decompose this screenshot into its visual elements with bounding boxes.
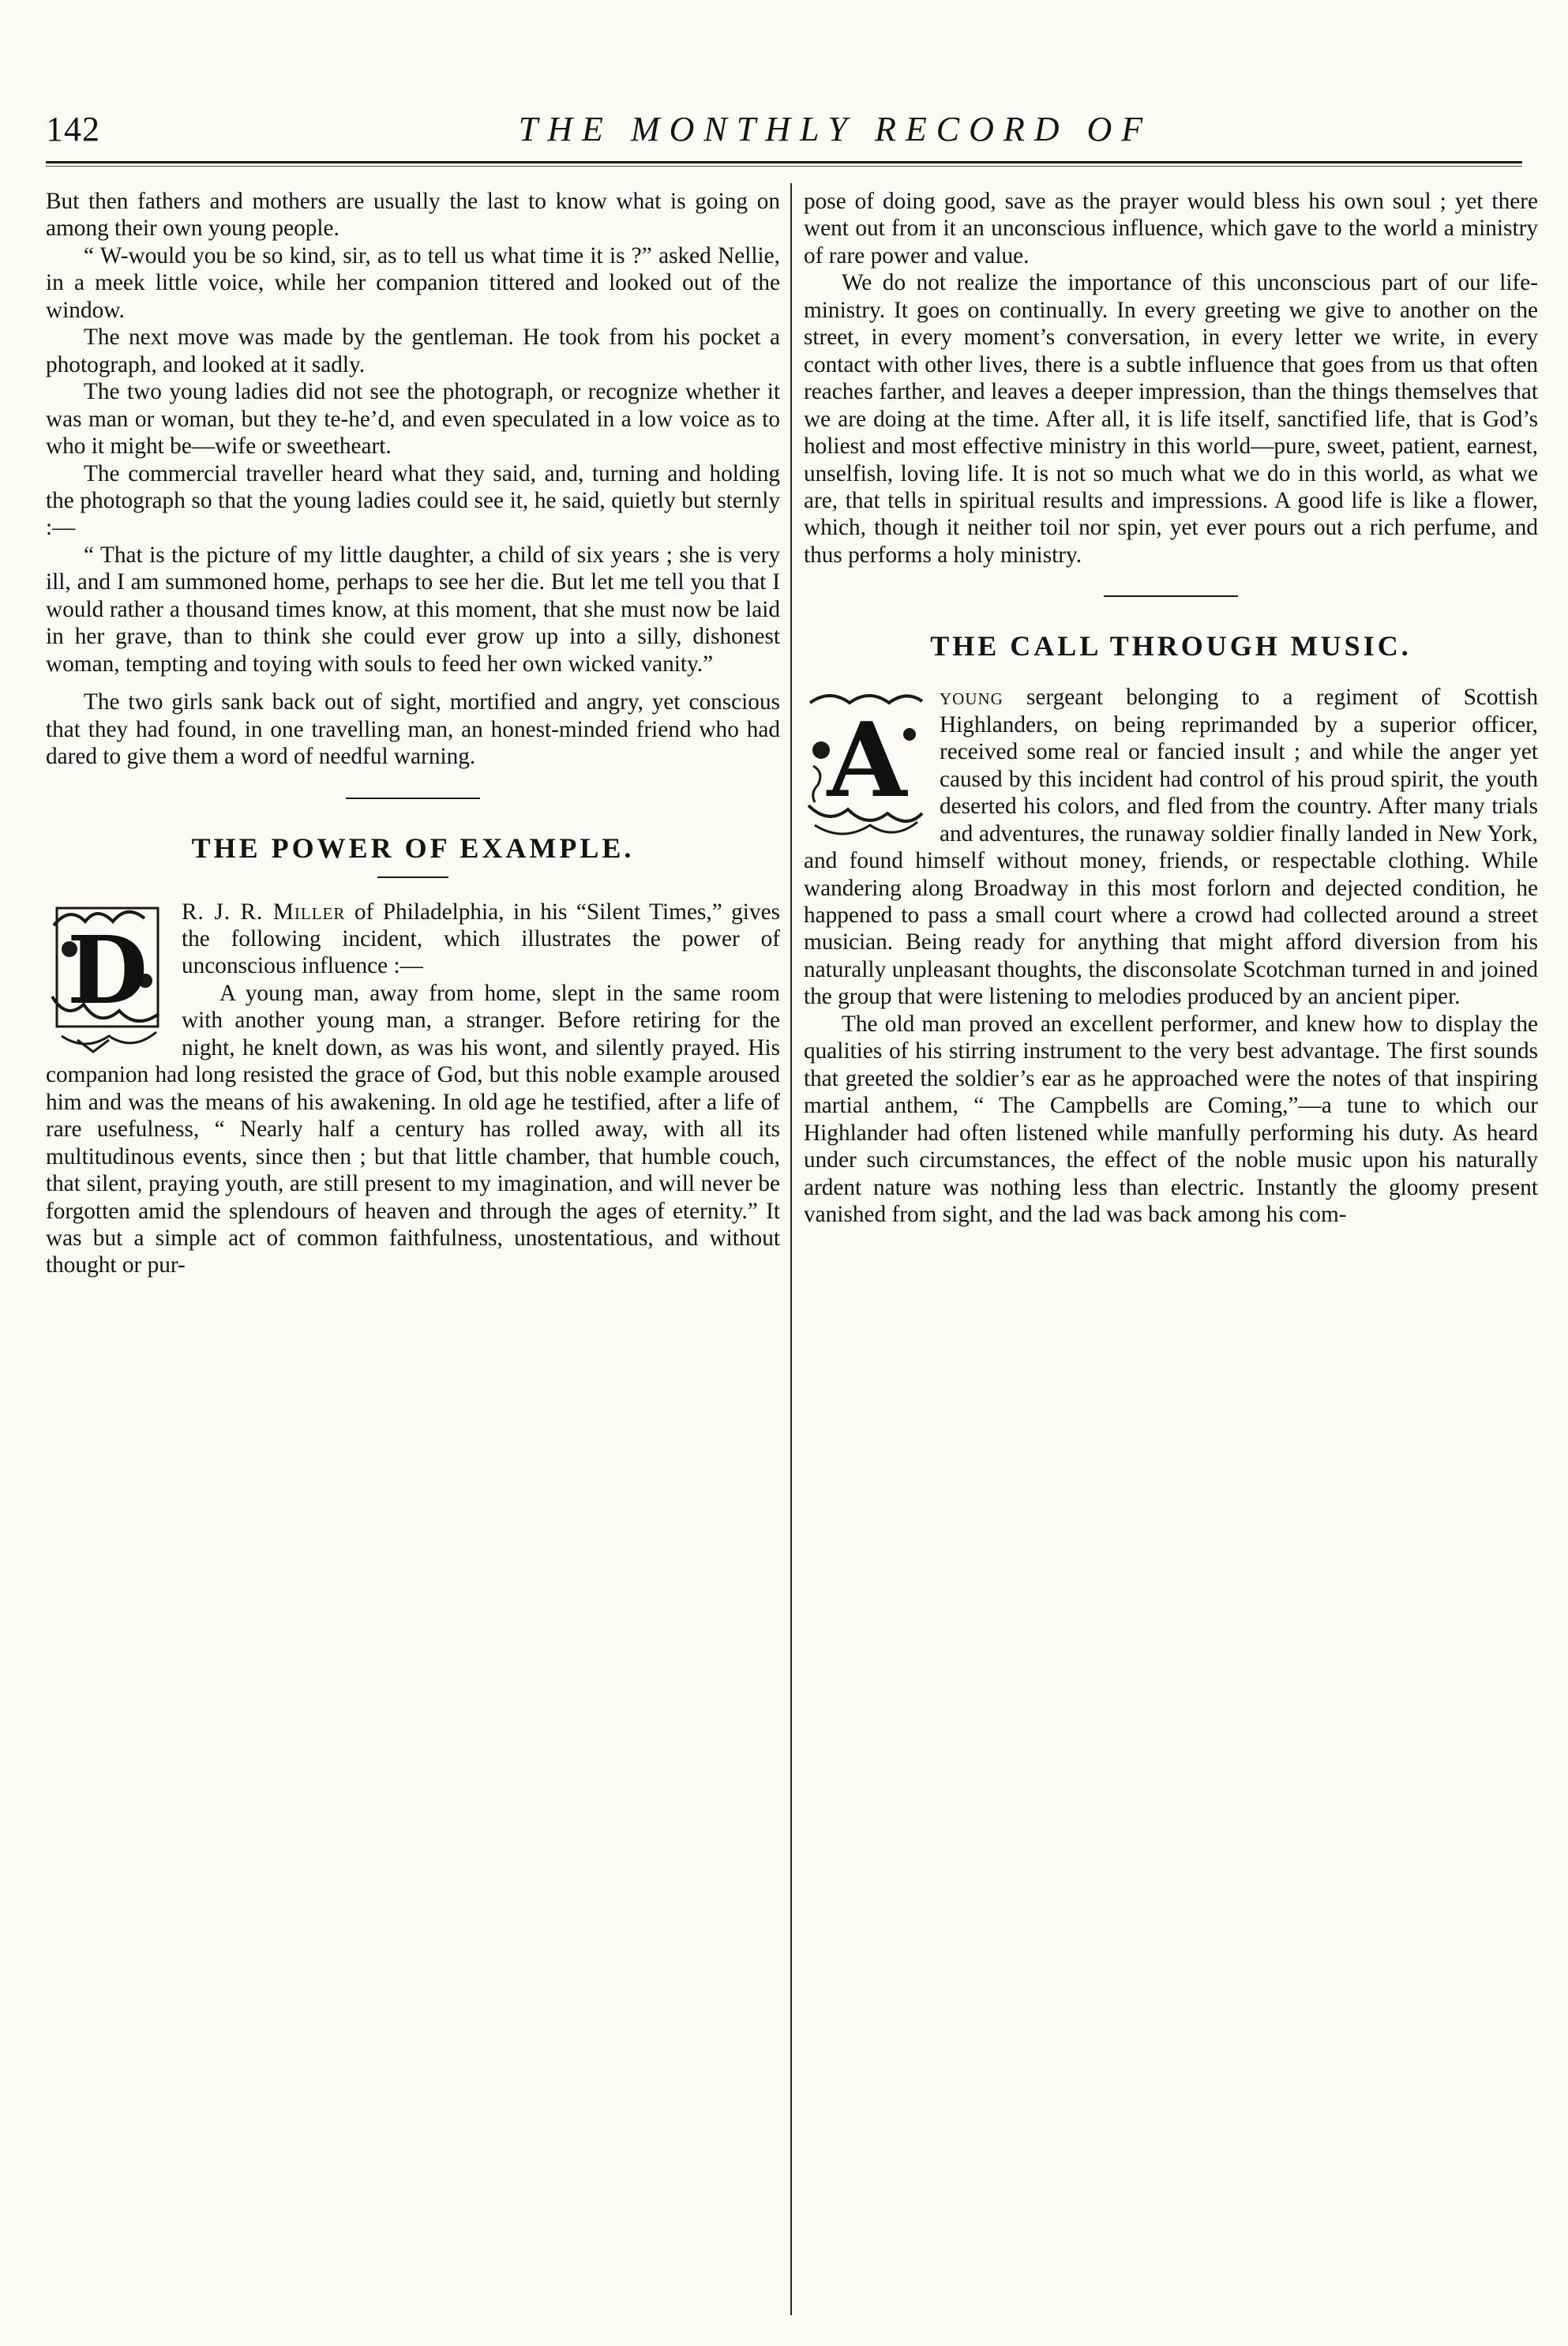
section-rule-short [377,876,448,878]
ornamental-dropcap-d [46,902,169,1057]
header-rule-thin [46,166,1522,167]
article-power-of-example [46,899,780,1279]
header-rule [46,161,1522,163]
section-title-call-through-music: THE CALL THROUGH MUSIC. [930,630,1412,663]
page-header [46,109,1522,164]
opening-word: young [940,685,1003,711]
paragraph: “ That is the picture of my little daughter, a child of six years ; she is very ill, and I am summoned home, perhaps to see her die. But let me tell you that I would rather a thousand times know, at this moment, that she must now be laid in her grave, than to think she could ever grow up into a silly, dishonest woman, tempting and toying with souls to feed her own wicked vanity.” [46,542,780,677]
paragraph: The two girls sank back out of sight, mortified and angry, yet conscious that they had found, in one travelling man, an honest-minded friend who had dared to give them a word of needful warning. [46,689,780,770]
article-call-through-music [804,684,1538,1228]
paragraph: pose of doing good, save as the prayer would bless his own soul ; yet there went out from it an unconscious influence, which gave to the world a ministry of rare power and value. [804,189,1538,268]
section-rule [1104,595,1238,597]
running-title: THE MONTHLY RECORD OF [518,110,1153,148]
paragraph: The commercial traveller heard what they said, and, turning and holding the photograph so that the young ladies could see it, he said, quietly but sternly :— [46,460,780,541]
paragraph: young sergeant belonging to a regiment of Scottish Highlanders, on being reprimanded by a superior officer, received some real or fancied insult ; and while the anger yet caused by this incident had control of his proud spirit, the youth deserted his colors, and fled from the country. After many trials and adventures, the runaway soldier finally landed in New York, and found himself without money, friends, or respectable clothing. While wandering along Broadway in this most forlorn and dejected condition, he happened to pass a small court where a crowd had collected around a street musician. Being ready for anything that might afford diversion from his naturally unpleasant thoughts, the disconsolate Scotchman turned in and joined the group that were listening to melodies produced by an ancient piper. [804,685,1538,1010]
paragraph: We do not realize the importance of this unconscious part of our life-ministry. It goes on continually. In every greeting we give to another on the street, in every moment’s conversation, in every letter we write, in every contact with other lives, there is a subtle influence that goes from us that often reaches farther, and leaves a deeper impression, than the things themselves that we are doing at the time. After all, it is life itself, sanctified life, that is God’s holiest and most effective ministry in this world—pure, sweet, patient, earnest, unselfish, loving life. It is not so much what we do in this world, as what we are, that tells in spiritual results and impressions. A good life is like a flower, which, though it neither toil nor spin, yet ever pours out a rich perfume, and thus performs a holy ministry. [804,270,1538,568]
paragraph: But then fathers and mothers are usually the last to know what is going on among their own young people. [46,189,780,242]
svg-text:D: D [66,914,148,1025]
paragraph: R. J. R. Miller of Philadelphia, in his “Silent Times,” gives the following incident, which illustrates the power of unconscious influence :— [182,899,780,979]
author-name: R. J. R. Miller [182,899,346,925]
svg-text:A: A [827,700,907,821]
section-title-power-of-example: THE POWER OF EXAMPLE. [191,831,635,864]
column-divider [790,183,792,2315]
paragraph: “ W-would you be so kind, sir, as to tell us what time it is ?” asked Nellie, in a meek little voice, while her companion tittered and looked out of the window. [46,242,780,323]
ornamental-dropcap-a [804,687,927,842]
paragraph: The two young ladies did not see the photograph, or recognize whether it was man or woman, but they te-he’d, and even speculated in a low voice as to who it might be—wife or sweetheart. [46,379,780,460]
paragraph: The old man proved an excellent performer, and knew how to display the qualities of his stirring instrument to the very best advantage. The first sounds that greeted the soldier’s ear as he approached were the notes of that inspiring martial anthem, “ The Campbells are Coming,”—a tune to which our Highlander had often listened while manfully performing his duty. As heard under such circumstances, the effect of the noble music upon his naturally ardent nature was nothing less than electric. Instantly the gloomy present vanished from sight, and the lad was back among his com- [804,1011,1538,1227]
paragraph: The next move was made by the gentleman. He took from his pocket a photograph, and looked at it sadly. [46,325,780,377]
left-column [46,188,780,2320]
page-number: 142 [46,110,100,148]
right-column [804,188,1538,2320]
section-rule [346,798,480,799]
paragraph: A young man, away from home, slept in the same room with another young man, a stranger. Before retiring for the night, he knelt down, as was his wont, and silently prayed. His companion had long resisted the grace of God, but this noble example aroused him and was the means of his awakening. In old age he testified, after a life of rare usefulness, “ Nearly half a century has rolled away, with all its multitudinous events, since then ; but that little chamber, that humble couch, that silent, praying youth, are still present to my imagination, and will never be forgotten amid the splendours of heaven and through the ages of eternity.” It was but a simple act of common faithfulness, unostentatious, and without thought or pur- [46,980,780,1278]
